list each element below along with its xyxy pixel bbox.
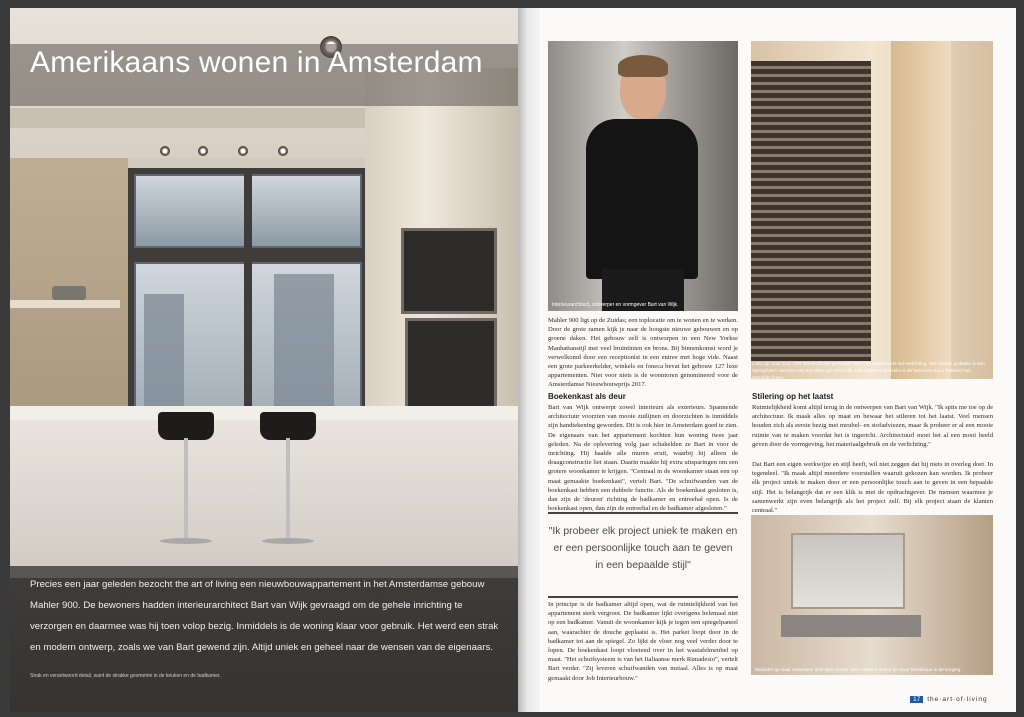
bar-stool-seat xyxy=(158,412,214,440)
column1-body: Bart van Wijk ontwerpt zowel interieurs als exterieurs. Spannende architectuur voorzien van mooie zuilijnen en doorzichten is inmiddels zijn handtekening geworden. Dit is ook hier in Amsterdam goed te zien. De eigenaars van het appartement kochten hun woning twee jaar geleden. Na de oplevering volg jaar schakelden ze Bart in voor de inrichting. Hij haalde alle muren eruit, waarbij hij alleen de draagconstructie liet staan. Daarin maakte hij extra uitsparingen om een grotere woonkamer te krijgen. "Centraal in de woonkamer staan een op maat gemaakte boekenkast", vertelt Bart. "De schuifwanden van de boekenkast hebben een dubbele functie. Als de boekenkast gesloten is, dan zijn de 'deuren' richting de badkamer en entreehal open. Is de boekenkast open, dan zijn de entreehal en de badkamer afgesloten." xyxy=(548,404,738,513)
wood-slats xyxy=(751,61,871,361)
column2-body2: Dat Bart een eigen werkwijze en stijl heeft, wil niet zeggen dat hij niets in overleg doet. In tegendeel. "Ik maak altijd meerdere voorstellen waaruit gekozen kan worden. Ik probeer elk project uniek te maken door er een persoonlijke touch aan te geven in een bepaalde stijl. Het is belangrijk dat er een klik is met de opdrachtgever. De mensen waarmee je samenwerkt zijn even belangrijk als het project zelf. Bij elk project staan de klanten centraal." xyxy=(752,461,993,515)
bar-stool-leg xyxy=(184,438,188,538)
ceiling-spotlight xyxy=(198,146,208,156)
magazine-brand: the·art·of·living xyxy=(927,696,988,703)
page-gutter xyxy=(518,8,542,712)
bar-stool-leg xyxy=(286,438,290,538)
bathroom-caption: Wastafel op maat ontworpen door Bart zonder vilen. Deze is achter de muur bereikbaar in de kerging. xyxy=(755,667,962,672)
ceiling-spotlight xyxy=(238,146,248,156)
heading-stilering: Stilering op het laatst xyxy=(752,392,834,401)
article-title: Amerikaans wonen in Amsterdam xyxy=(30,46,483,79)
bar-stool-seat xyxy=(260,412,316,440)
ceiling-spotlight xyxy=(278,146,288,156)
bar-stool-base xyxy=(262,538,314,544)
wood-column xyxy=(891,41,951,379)
article-intro: Precies een jaar geleden bezocht the art of living een nieuwbouwappartement in het Amsterdamse gebouw Mahler 900. De bewoners hadden interieurarchitect Bart van Wijk gevraagd om de gehele inrichting te verzorgen en daarmee was hij toen volop bezig. Inmiddels is de woning klaar voor gebruik. Het werd een strak en modern ontwerp, zoals we van Bart gewend zijn. Altijd uniek en geheel naar de wensen van de eigenaars. xyxy=(30,579,499,653)
mirror xyxy=(791,533,905,609)
kitchen-island xyxy=(10,418,518,578)
portrait-hair xyxy=(618,55,668,77)
left-photo-caption: Strak en verantwoord detail, want de strakke geometrie in de keuken en de badkamer. xyxy=(30,673,221,679)
window-pane xyxy=(252,176,360,246)
oven xyxy=(405,318,497,414)
bar-stool-base xyxy=(160,538,212,544)
bathroom-photo xyxy=(751,515,993,675)
column2-body: Ruimtelijkheid komt altijd terug in de ontwerpen van Bart van Wijk. "Ik spits me toe op de architectuur. Ik maak alles op maat en bewaar het stileren tot het laatst. Veel mensen houden zich als eerste bezig met meubel- en stofadviezen, maar ik probeer er al een mooie ruimte van te maken voordat het is ingericht. Architectuurl moet het al een mooi beeld geven door de vormgeving, het materiaalgebruik en de verlichting." xyxy=(752,404,993,448)
portrait-body xyxy=(586,119,698,279)
interior-caption: Links op maat door JOB Interieurbouw gemaakte kast met ingebouwde led-verlichting. Het voorste gedeelte is een opengelaten voorzien van een deur van 30cm dik. Het achterste gedeelte is de betonnen muur bekleed met hetzelfde fineer. xyxy=(752,361,985,380)
column1-bottom: In principe is de badkamer altijd open, wat de ruimtelijkheid van het appartement sterk vergroot. De badkamer lijkt overigens helemaal niet op een badkamer. Vanuit de woonkamer kijk je tegen een spiegelpaneel aan, waarachter de douche geplaatst is. Het parket loopt door in de badkamer tot aan de spiegel. Zo lijkt de vloer nog veel verder door te lopen. De boekenkast loopt vloeiend over in het wastafelmeubel op maat. "Het schuifsysteem is van het Italiaanse merk Rimadesio", vertelt Bart verder. "Zij leveren schuifwanden van metaal. Alles is op maat gemaakt door Job Interieurbouw." xyxy=(548,601,738,682)
window-pane xyxy=(136,176,244,246)
interior-photo xyxy=(751,41,993,379)
page-number: 17 xyxy=(910,696,923,703)
ceiling-spotlight xyxy=(160,146,170,156)
ceiling-band xyxy=(10,108,370,128)
kitchen-shelf xyxy=(10,300,120,308)
cooking-pot xyxy=(52,286,86,300)
right-page xyxy=(540,8,1016,712)
portrait-photo xyxy=(548,41,738,311)
heading-boekenkast: Boekenkast als deur xyxy=(548,392,626,401)
portrait-caption: Interieurarchitect, ontwerper en vormgever Bart van Wijk. xyxy=(552,302,679,308)
window-mullion xyxy=(134,248,362,262)
pull-quote: "Ik probeer elk project uniek te maken en er een persoonlijke touch aan te geven in een bepaalde stijl" xyxy=(548,526,738,571)
washbasin xyxy=(781,615,921,637)
column1-intro: Mahler 900 ligt op de Zuidas; een toplocatie om te wonen en te werken. Door de grote ramen kijk je naar de hoogste nieuwe gebouwen en op groene daken. Het gebouw zelf is ontworpen in een New Yorkse Manhattanstijl met veel bruintinten en brons. Bij binnenkomst word je verwelkomd door een receptionist in een entree met hoge vide. Naast een grote parkeerkelder, winkels en foneca bevat het gebouw 127 luxe appartementen. Niet voor niets is de woontoren genomineerd voor de Amsterdamse Nieuwbouwprijs 2017. xyxy=(548,317,738,389)
page-folio xyxy=(910,696,988,703)
oven xyxy=(401,228,497,314)
